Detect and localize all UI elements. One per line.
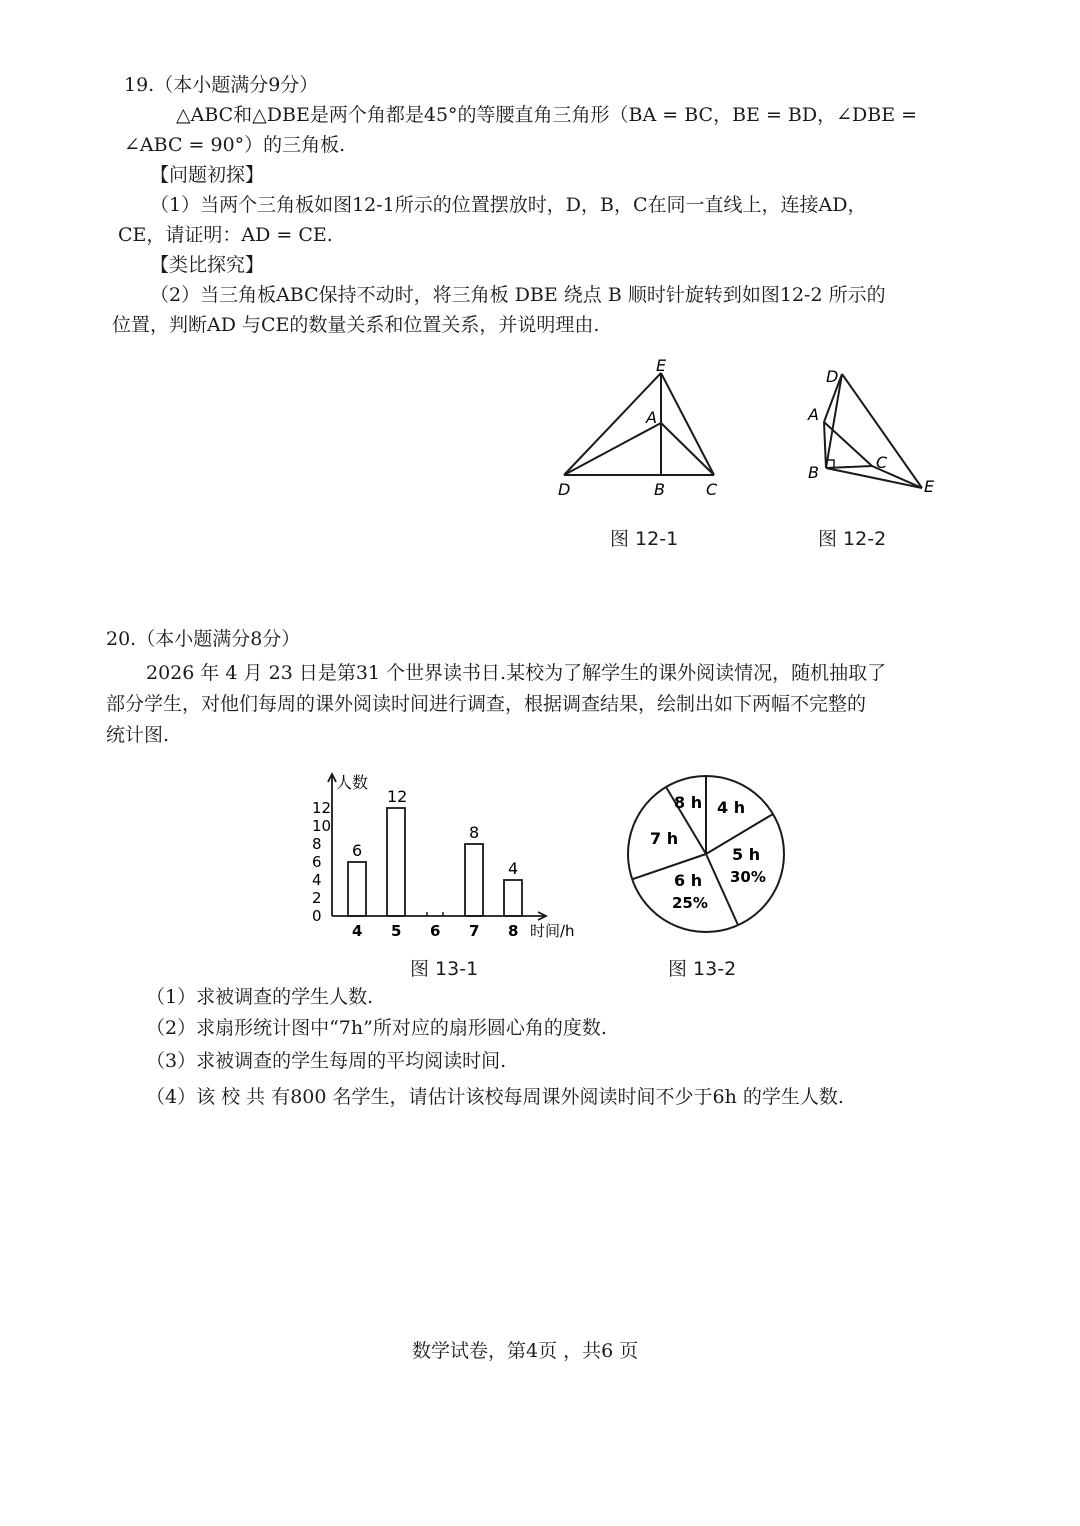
fig2-label-A: A [808, 405, 819, 424]
fig2-caption: 图 12-2 [818, 528, 887, 550]
q19-header: 19.（本小题满分9分） [124, 74, 319, 96]
y-tick-label-10: 10 [312, 817, 332, 835]
y-axis-label: 人数 [336, 773, 369, 792]
bar-value-label-5: 12 [387, 787, 408, 806]
q20-intro-line3: 统计图. [106, 724, 170, 746]
q20-intro-line1: 2026 年 4 月 23 日是第31 个世界读书日.某校为了解学生的课外阅读情况，随机抽取了 [146, 662, 887, 684]
q19-part1-line1: （1）当两个三角板如图12-1所示的位置摆放时，D，B，C在同一直线上，连接AD， [150, 194, 867, 216]
fig2-label-B: B [808, 463, 819, 482]
y-tick-label-4: 4 [312, 871, 322, 889]
pie-label-5h: 5 h [732, 845, 761, 864]
segment-AC [661, 423, 714, 475]
pie-pct-6h: 25% [672, 894, 708, 912]
bar-value-label-8: 4 [508, 859, 519, 878]
fig2-label-D: D [826, 367, 839, 386]
x-tick-label-6: 6 [430, 922, 441, 940]
fig2-label-E: E [924, 477, 935, 496]
x-tick-label-4: 4 [352, 922, 363, 940]
bar-7 [465, 844, 483, 916]
bar-chart-caption: 图 13-1 [410, 958, 479, 980]
q19-intro-line1: △ABC和△DBE是两个角都是45°的等腰直角三角形（BA = BC，BE = BD，∠DBE = [176, 104, 918, 126]
q19-intro-line2: ∠ABC = 90°）的三角板. [124, 134, 346, 156]
fig1-label-D: D [558, 480, 571, 499]
pie-label-6h: 6 h [674, 871, 703, 890]
bar-value-label-7: 8 [469, 823, 480, 842]
pie-label-7h: 7 h [650, 829, 679, 848]
fig1-label-C: C [706, 480, 718, 499]
x-tick-label-8: 8 [508, 922, 519, 940]
y-tick-label-8: 8 [312, 835, 322, 853]
q20-sub4: （4）该 校 共 有800 名学生，请估计该校每周课外阅读时间不少于6h 的学生人数. [146, 1086, 844, 1108]
q19-part2-line2: 位置，判断AD 与CE的数量关系和位置关系，并说明理由. [112, 314, 600, 336]
figure-12-1 [540, 355, 740, 505]
x-tick-label-5: 5 [391, 922, 402, 940]
q19-part2-line1: （2）当三角板ABC保持不动时，将三角板 DBE 绕点 B 顺时针旋转到如图12-2 所示的 [150, 284, 886, 306]
bar-chart-13-1 [300, 768, 600, 948]
pie-chart-caption: 图 13-2 [668, 958, 737, 980]
segment-AB [824, 422, 826, 468]
x-tick-label-7: 7 [469, 922, 480, 940]
q20-sub1: （1）求被调查的学生人数. [146, 986, 374, 1008]
segment-BC [826, 466, 872, 468]
q20-intro-line2: 部分学生，对他们每周的课外阅读时间进行调查，根据调查结果，绘制出如下两幅不完整的 [106, 693, 867, 715]
q19-section1: 【问题初探】 [150, 164, 265, 186]
bar-8 [504, 880, 522, 916]
y-tick-label-6: 6 [312, 853, 322, 871]
pie-divider-3 [706, 854, 738, 925]
bar-4 [348, 862, 366, 916]
segment-EC [661, 373, 714, 475]
pie-pct-5h: 30% [730, 868, 766, 886]
bar-5 [387, 808, 405, 916]
q19-part1-line2: CE，请证明：AD = CE. [118, 224, 333, 246]
y-tick-label-2: 2 [312, 889, 322, 907]
segment-DB [826, 374, 842, 468]
pie-label-4h: 4 h [717, 798, 746, 817]
q20-header: 20.（本小题满分8分） [106, 628, 301, 650]
segment-BE [826, 468, 922, 488]
fig1-label-A: A [646, 408, 657, 427]
pie-label-8h: 8 h [674, 793, 703, 812]
y-tick-label-12: 12 [312, 799, 332, 817]
x-axis-label: 时间/h [530, 922, 575, 940]
q19-section2: 【类比探究】 [150, 254, 265, 276]
fig1-label-E: E [656, 356, 667, 375]
q20-sub2: （2）求扇形统计图中“7h”所对应的扇形圆心角的度数. [146, 1017, 607, 1039]
pie-chart-13-2 [620, 772, 790, 942]
bar-value-label-4: 6 [352, 841, 363, 860]
page-footer: 数学试卷，第4页 ，共6 页 [412, 1340, 639, 1362]
fig1-label-B: B [654, 480, 665, 499]
figure-12-2 [800, 360, 950, 505]
y-tick-label-0: 0 [312, 907, 322, 925]
segment-DA [564, 423, 661, 475]
fig2-label-C: C [876, 453, 888, 472]
fig1-caption: 图 12-1 [610, 528, 679, 550]
q20-sub3: （3）求被调查的学生每周的平均阅读时间. [146, 1050, 507, 1072]
